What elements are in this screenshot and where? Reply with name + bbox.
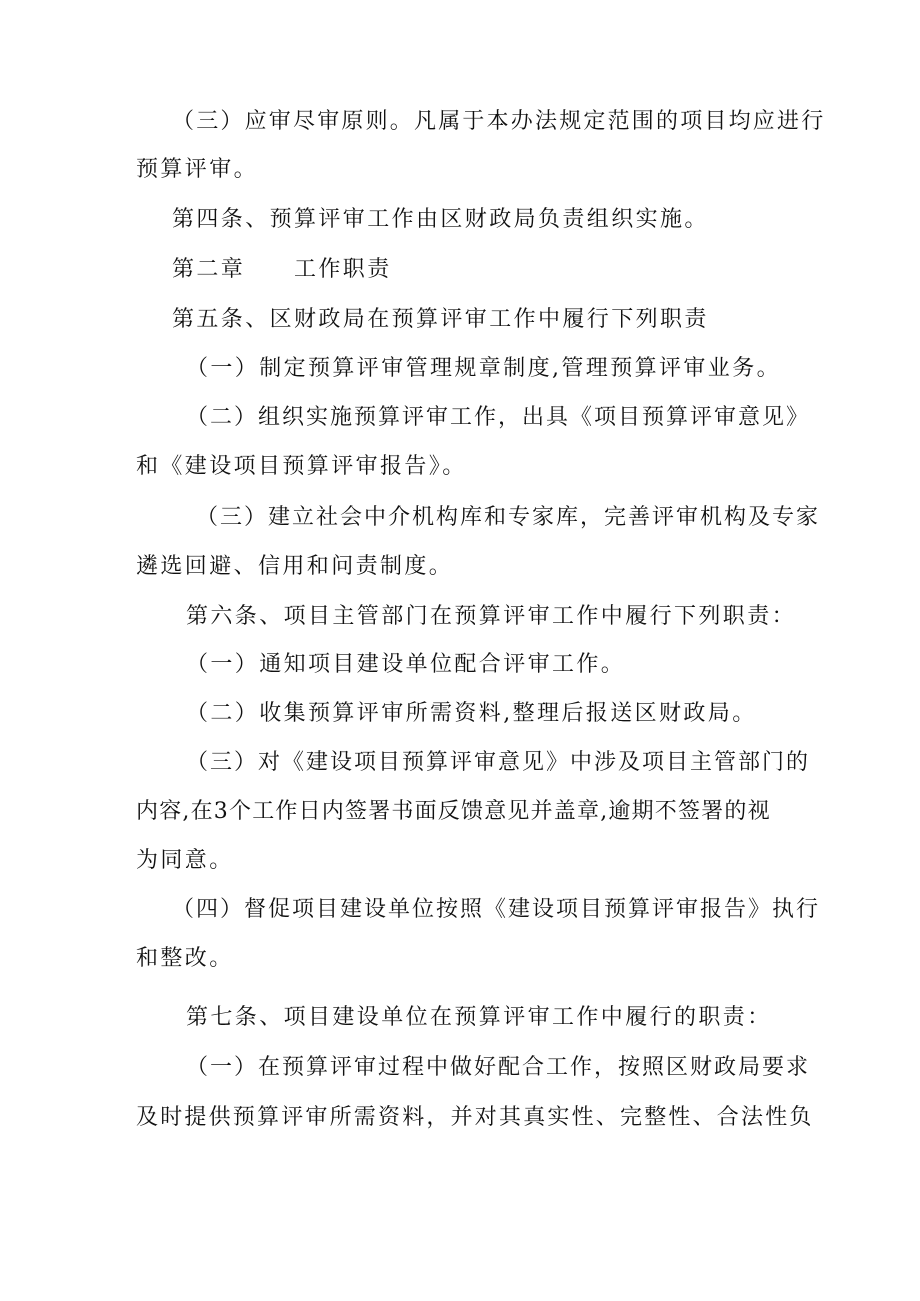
text-line-5: 第五条、区财政局在预算评审工作中履行下列职责	[172, 307, 709, 332]
text-line-10: 遴选回避、信用和问责制度。	[136, 554, 454, 579]
text-line-14: （三）对《建设项目预算评审意见》中涉及项目主管部门的	[186, 750, 811, 775]
text-line-21: 及时提供预算评审所需资料，并对其真实性、完整性、合法性负	[136, 1105, 814, 1130]
chapter-heading: 第二章 工作职责	[172, 257, 392, 282]
text-line-20: （一）在预算评审过程中做好配合工作，按照区财政局要求	[186, 1055, 811, 1080]
text-line-1: （三）应审尽审原则。凡属于本办法规定范围的项目均应进行	[172, 109, 826, 134]
text-line-6: （一）制定预算评审管理规章制度,管理预算评审业务。	[186, 356, 781, 381]
text-line-15: 内容,在3个工作日内签署书面反馈意见并盖章,逾期不签署的视	[136, 799, 771, 824]
text-line-8: 和《建设项目预算评审报告》。	[136, 454, 467, 479]
text-line-11: 第六条、项目主管部门在预算评审工作中履行下列职责：	[186, 604, 797, 629]
text-line-7: （二）组织实施预算评审工作，出具《项目预算评审意见》	[186, 405, 811, 430]
text-line-9: （三）建立社会中介机构库和专家库，完善评审机构及专家	[196, 505, 821, 530]
text-line-13: （二）收集预算评审所需资料,整理后报送区财政局。	[186, 701, 757, 726]
text-line-12: （一）通知项目建设单位配合评审工作。	[186, 652, 626, 677]
text-line-17: （四）督促项目建设单位按照《建设项目预算评审报告》执行	[172, 897, 821, 922]
text-line-16: 为同意。	[136, 848, 234, 873]
text-line-18: 和整改。	[136, 946, 234, 971]
text-line-2: 预算评审。	[136, 157, 259, 182]
text-line-19: 第七条、项目建设单位在预算评审工作中履行的职责：	[186, 1005, 772, 1030]
text-line-3: 第四条、预算评审工作由区财政局负责组织实施。	[172, 207, 709, 232]
